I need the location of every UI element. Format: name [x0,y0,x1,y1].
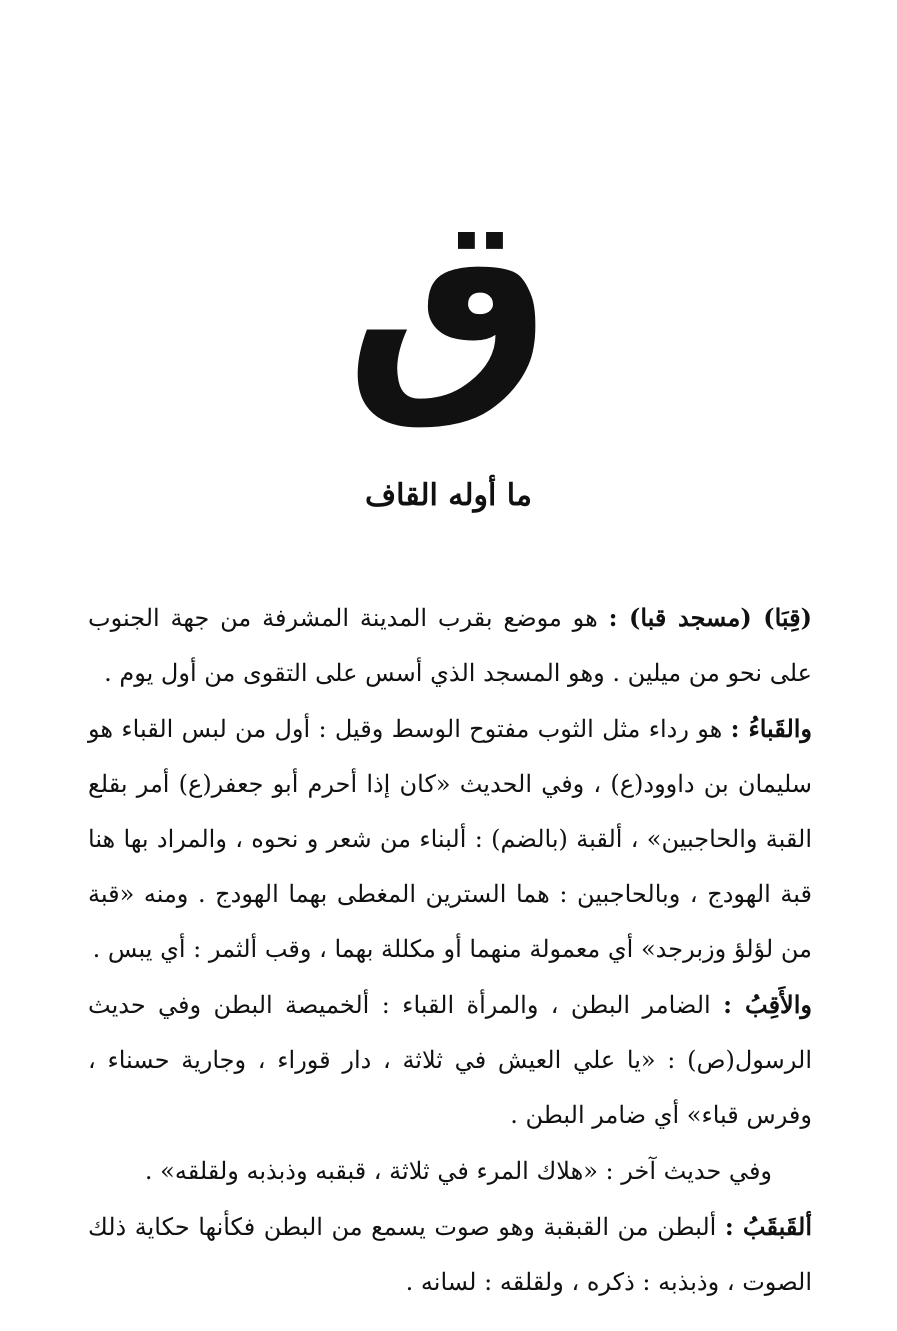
entry-definition: هو موضع بقرب المدينة المشرفة من جهة الجنوب على نحو من ميلين . وهو المسجد الذي أسس على التقوى من أول يوم . [88,604,812,687]
entry-definition: وفي حديث آخر : «هلاك المرء في ثلاثة ، قبقبه وذبذبه ولقلقه» . [144,1157,772,1185]
entry-aqabb [88,977,812,1143]
entries-body [88,590,812,1310]
entry-definition: ألبطن من القبقبة وهو صوت يسمع من البطن فكأنها حكاية ذلك الصوت ، وذبذبه : ذكره ، ولقلقه : لسانه . [88,1213,812,1296]
section-title: ما أوله القاف [364,478,533,513]
entry-term: والأَقِبُ : [723,990,813,1019]
entry-hadith-another [88,1143,812,1199]
entry-quba-mosque [88,590,812,701]
entry-term: ألقَبقَبُ : [724,1212,812,1241]
entry-definition: الضامر البطن ، والمرأة القباء : ألخميصة البطن وفي حديث الرسول(ص) : «يا علي العيش في ثلاثة ، دار قوراء ، وجارية حسناء ، وفرس قباء» أي ضامر البطن . [88,991,812,1129]
chapter-letter: ق [345,166,552,433]
entry-term: (قِبَا) (مسجد قبا) : [608,603,812,632]
entry-definition: هو رداء مثل الثوب مفتوح الوسط وقيل : أول من لبس القباء هو سليمان بن داوود(ع) ، وفي الحديث «كان إذا أحرم أبو جعفر(ع) أمر بقلع القبة والحاجبين» ، ألقبة (بالضم) : ألبناء من شعر و نحوه ، والمراد بها هنا قبة الهودج ، وبالحاجبين : هما السترين المغطى بهما الهودج . ومنه «قبة من لؤلؤ وزبرجد» أي معمولة منهما أو مكللة بهما ، وقب ألثمر : أي يبس . [88,715,812,963]
entry-term: والقَباءُ : [730,714,813,743]
entry-qabqab [88,1199,812,1310]
entry-qaba [88,701,812,977]
